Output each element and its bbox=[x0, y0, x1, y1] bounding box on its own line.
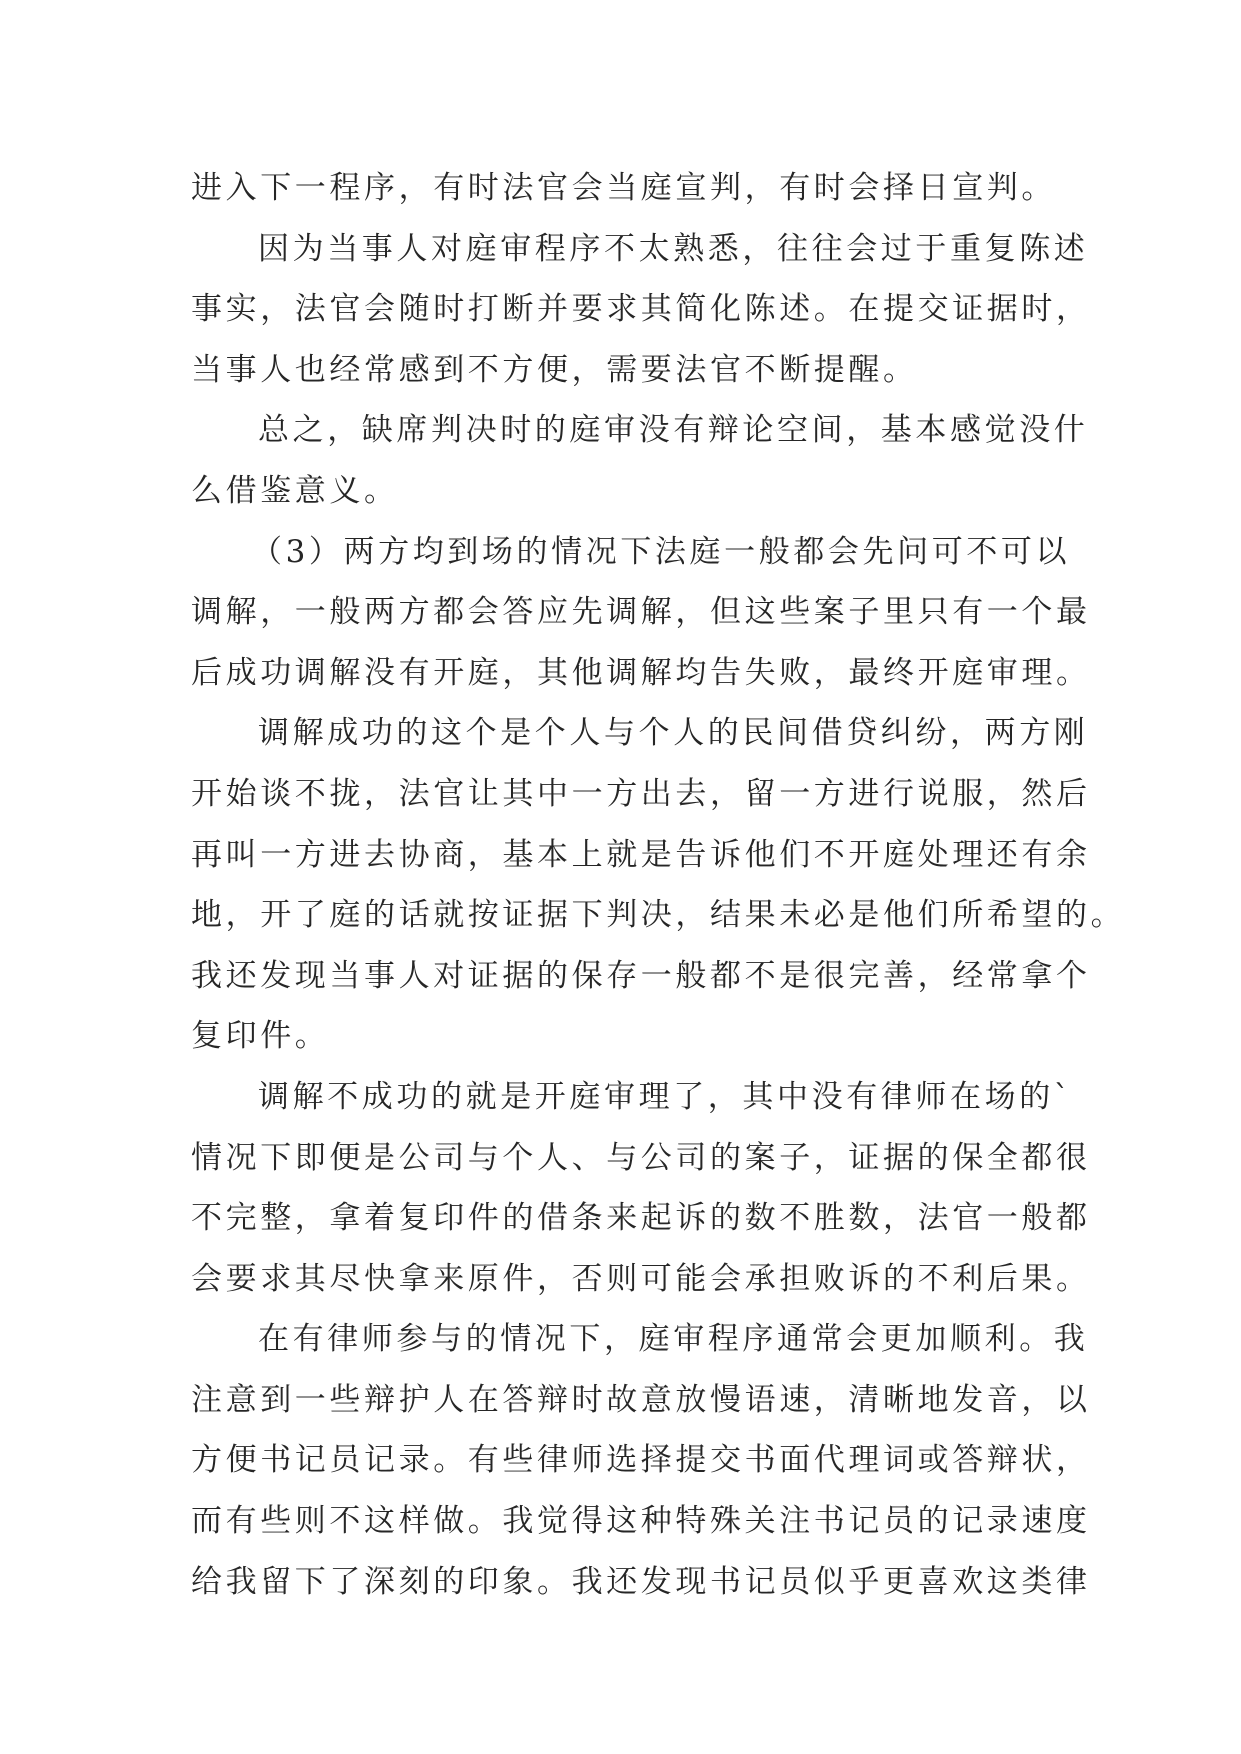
text-line: 调解不成功的就是开庭审理了，其中没有律师在场的` bbox=[258, 1078, 1073, 1115]
text-line: 在有律师参与的情况下，庭审程序通常会更加顺利。我 bbox=[258, 1321, 1089, 1358]
text-line: 地，开了庭的话就按证据下判决，结果未必是他们所希望的。 bbox=[191, 897, 1126, 934]
text-line: 后成功调解没有开庭，其他调解均告失败，最终开庭审理。 bbox=[191, 654, 1091, 691]
body-text bbox=[191, 158, 1126, 1612]
text-line: 复印件。 bbox=[191, 1018, 330, 1055]
text-line: 当事人也经常感到不方便，需要法官不断提醒。 bbox=[191, 351, 918, 388]
text-line: 总之，缺席判决时的庭审没有辩论空间，基本感觉没什 bbox=[258, 412, 1089, 449]
text-line: 方便书记员记录。有些律师选择提交书面代理词或答辩状， bbox=[191, 1442, 1091, 1479]
text-line: 再叫一方进去协商，基本上就是告诉他们不开庭处理还有余 bbox=[191, 836, 1091, 873]
text-line: 调解，一般两方都会答应先调解，但这些案子里只有一个最 bbox=[191, 594, 1091, 631]
text-line: 不完整，拿着复印件的借条来起诉的数不胜数，法官一般都 bbox=[191, 1200, 1091, 1237]
text-line: 么借鉴意义。 bbox=[191, 472, 399, 509]
text-line: 事实，法官会随时打断并要求其简化陈述。在提交证据时， bbox=[191, 291, 1091, 328]
text-line: 因为当事人对庭审程序不太熟悉，往往会过于重复陈述 bbox=[258, 230, 1089, 267]
text-line: 给我留下了深刻的印象。我还发现书记员似乎更喜欢这类律 bbox=[191, 1563, 1091, 1600]
text-line: 情况下即便是公司与个人、与公司的案子，证据的保全都很 bbox=[191, 1139, 1091, 1176]
text-line: 注意到一些辩护人在答辩时故意放慢语速，清晰地发音，以 bbox=[191, 1381, 1091, 1418]
text-line: 进入下一程序，有时法官会当庭宣判，有时会择日宣判。 bbox=[191, 170, 1056, 206]
text-line: 而有些则不这样做。我觉得这种特殊关注书记员的记录速度 bbox=[191, 1503, 1091, 1540]
text-line: 我还发现当事人对证据的保存一般都不是很完善，经常拿个 bbox=[191, 957, 1091, 994]
text-line: 会要求其尽快拿来原件，否则可能会承担败诉的不利后果。 bbox=[191, 1260, 1091, 1297]
text-line: 调解成功的这个是个人与个人的民间借贷纠纷，两方刚 bbox=[258, 715, 1089, 752]
text-line: （3）两方均到场的情况下法庭一般都会先问可不可以 bbox=[251, 533, 1071, 570]
text-line: 开始谈不拢，法官让其中一方出去，留一方进行说服，然后 bbox=[191, 775, 1091, 812]
